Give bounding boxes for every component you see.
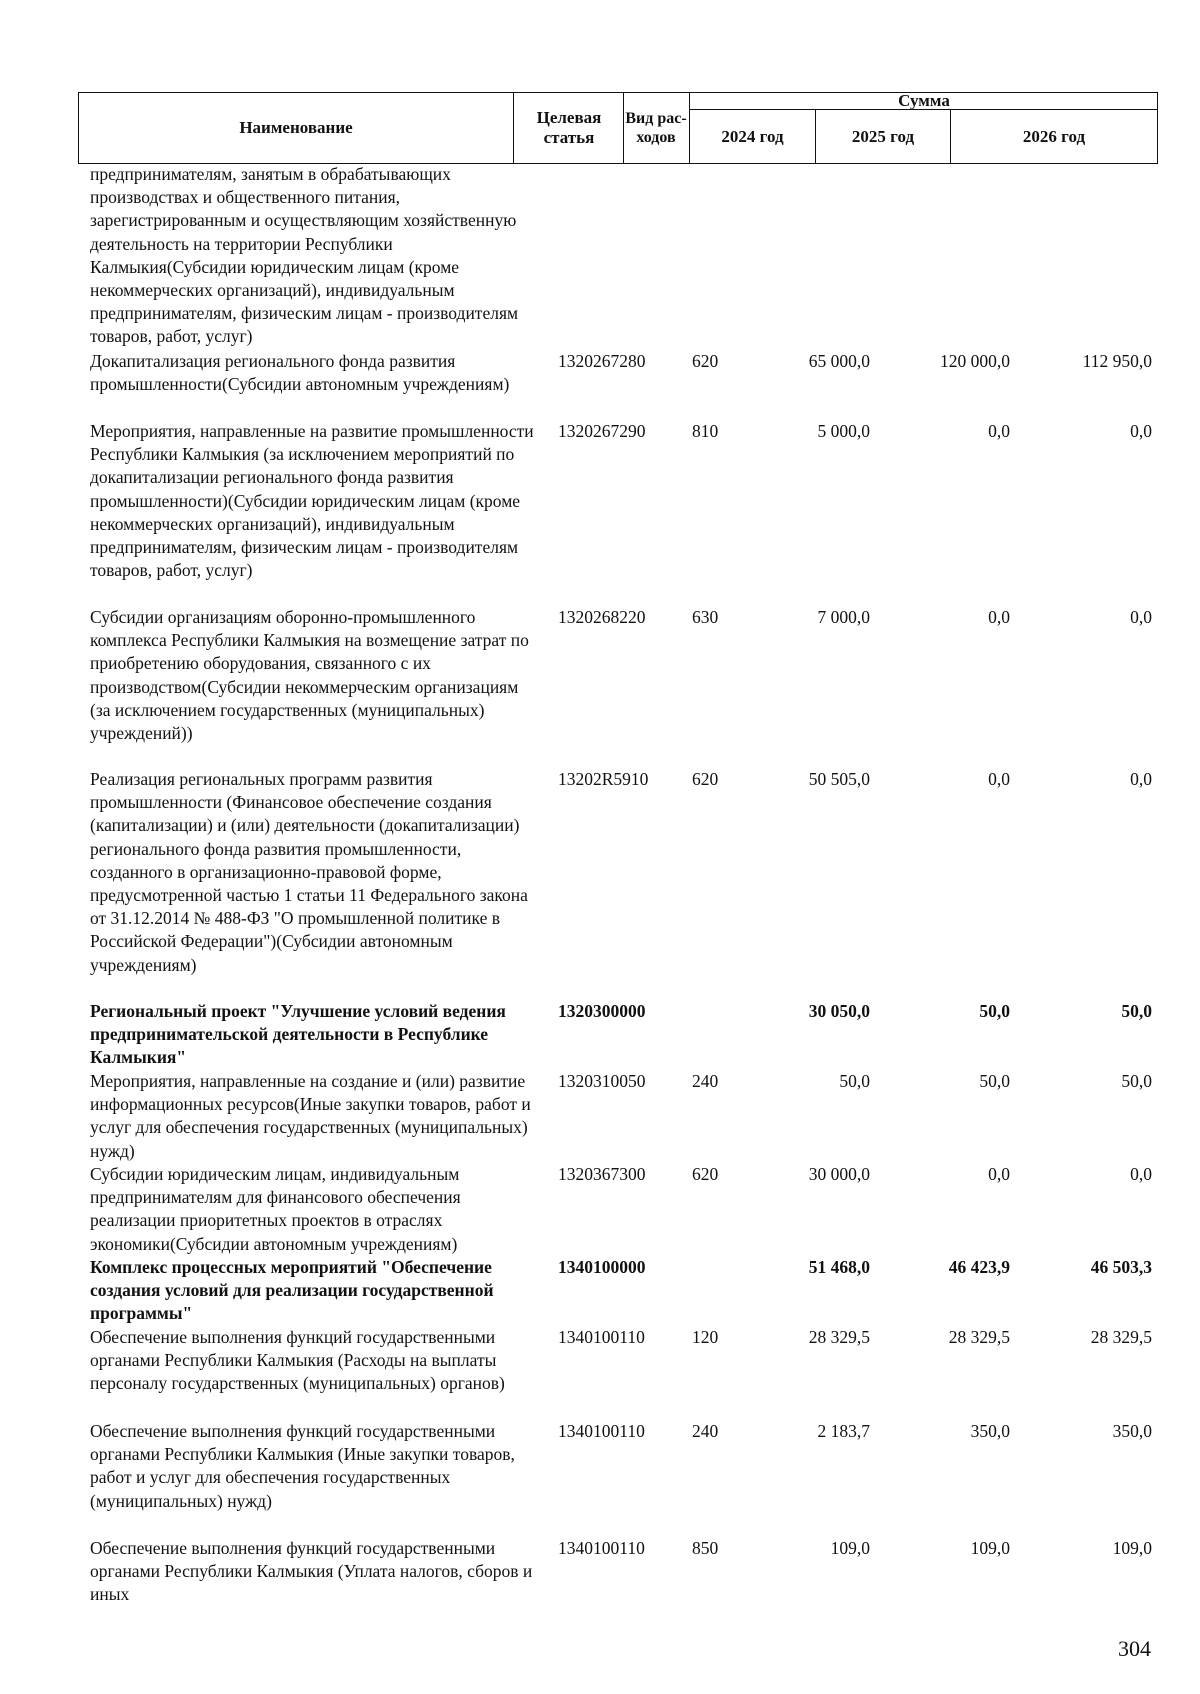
row-sum-2026: 109,0 xyxy=(1112,1538,1152,1558)
header-summa: Сумма xyxy=(898,91,950,110)
row-sum-2026: 0,0 xyxy=(1130,607,1152,627)
row-sum-2025: 50,0 xyxy=(979,1001,1010,1021)
row-code: 1320367300 xyxy=(558,1164,646,1184)
row-code: 1320267290 xyxy=(558,421,646,441)
row-sum-2026: 46 503,3 xyxy=(1090,1257,1152,1277)
header-divider xyxy=(623,93,624,163)
row-code: 1340100110 xyxy=(558,1421,645,1441)
row-sum-2025: 120 000,0 xyxy=(940,351,1010,371)
row-vid: 620 xyxy=(692,769,719,789)
header-year-2024: 2024 год xyxy=(721,126,784,146)
header-divider xyxy=(513,93,514,163)
row-sum-2026: 0,0 xyxy=(1130,421,1152,441)
row-sum-2026: 28 329,5 xyxy=(1090,1327,1152,1347)
row-sum-2025: 0,0 xyxy=(988,421,1010,441)
row-code: 1320310050 xyxy=(558,1071,646,1091)
row-code: 1320268220 xyxy=(558,607,646,627)
row-sum-2025: 109,0 xyxy=(970,1538,1010,1558)
row-sum-2026: 0,0 xyxy=(1130,769,1152,789)
row-name: Обеспечение выполнения функций государственными органами Республики Калмыкия (Иные закупки товаров, работ и услуг для обеспечения государственных (муниципальных) нужд) xyxy=(90,1421,515,1511)
row-vid: 630 xyxy=(692,607,719,627)
header-year-2025: 2025 год xyxy=(851,126,915,146)
page-number: 304 xyxy=(1118,1636,1151,1661)
row-sum-2026: 112 950,0 xyxy=(1082,351,1152,371)
row-name: Докапитализация регионального фонда развития промышленности(Субсидии автономным учреждениям) xyxy=(90,351,510,395)
row-sum-2024: 109,0 xyxy=(830,1538,870,1558)
row-sum-2025: 350,0 xyxy=(970,1421,1010,1441)
row-name: Реализация региональных программ развития промышленности (Финансовое обеспечение создания (капитализации) и (или) деятельности (докапитализации) регионального фонда развития промышленности, созданного в организационно-правовой форме, предусмотренной частью 1 статьи 11 Федерального закона от 31.12.2014 № 488-ФЗ "О промышленной политике в Российской Федерации")(Субсидии автономным учреждениям) xyxy=(90,769,528,975)
header-year-2026: 2026 год xyxy=(1022,126,1086,146)
row-vid: 120 xyxy=(692,1327,719,1347)
row-sum-2024: 50 505,0 xyxy=(808,769,870,789)
row-sum-2024: 51 468,0 xyxy=(808,1257,870,1277)
row-sum-2024: 30 050,0 xyxy=(808,1001,870,1021)
row-vid: 620 xyxy=(692,1164,719,1184)
row-sum-2025: 0,0 xyxy=(988,1164,1010,1184)
row-sum-2025: 28 329,5 xyxy=(948,1327,1010,1347)
row-sum-2025: 46 423,9 xyxy=(948,1257,1010,1277)
row-vid: 620 xyxy=(692,351,719,371)
row-code: 1340100000 xyxy=(558,1257,646,1277)
row-sum-2025: 50,0 xyxy=(979,1071,1010,1091)
row-sum-2024: 2 183,7 xyxy=(817,1421,870,1441)
row-code: 1340100110 xyxy=(558,1538,645,1558)
row-vid: 240 xyxy=(692,1071,719,1091)
row-sum-2024: 50,0 xyxy=(839,1071,870,1091)
row-code: 1320300000 xyxy=(558,1001,646,1021)
row-name: предпринимателям, занятым в обрабатывающих производствах и общественного питания, зарегистрированным и осуществляющим хозяйственную деятельность на территории Республики Калмыкия(Субсидии юридическим лицам (кроме некоммерческих организаций), индивидуальным предпринимателям, физическим лицам - производителям товаров, работ, услуг) xyxy=(90,164,519,347)
row-sum-2026: 350,0 xyxy=(1112,1421,1152,1441)
row-name: Комплекс процессных мероприятий "Обеспечение создания условий для реализации государственной программы" xyxy=(90,1257,494,1324)
header-vid: Вид рас-ходов xyxy=(625,110,687,146)
row-name: Обеспечение выполнения функций государственными органами Республики Калмыкия (Расходы на выплаты персоналу государственных (муниципальных) органов) xyxy=(90,1327,505,1394)
row-sum-2026: 0,0 xyxy=(1130,1164,1152,1184)
row-code: 1340100110 xyxy=(558,1327,645,1347)
row-vid: 240 xyxy=(692,1421,719,1441)
row-sum-2024: 30 000,0 xyxy=(808,1164,870,1184)
row-sum-2024: 7 000,0 xyxy=(817,607,870,627)
row-sum-2025: 0,0 xyxy=(988,607,1010,627)
row-sum-2024: 28 329,5 xyxy=(808,1327,870,1347)
row-sum-2024: 65 000,0 xyxy=(808,351,870,371)
row-sum-2024: 5 000,0 xyxy=(817,421,870,441)
row-name: Субсидии юридическим лицам, индивидуальным предпринимателям для финансового обеспечения реализации приоритетных проектов в отраслях экономики(Субсидии автономным учреждениям) xyxy=(90,1164,461,1254)
table-header xyxy=(78,92,1158,164)
row-code: 1320267280 xyxy=(558,351,646,371)
row-vid: 810 xyxy=(692,421,719,441)
header-name: Наименование xyxy=(239,118,353,137)
row-vid: 850 xyxy=(692,1538,719,1558)
row-name: Мероприятия, направленные на развитие промышленности Республики Калмыкия (за исключением мероприятий по докапитализации регионального фонда развития промышленности)(Субсидии юридическим лицам (кроме некоммерческих организаций), индивидуальным предпринимателям, физическим лицам - производителям товаров, работ, услуг) xyxy=(90,421,534,581)
row-name: Обеспечение выполнения функций государственными органами Республики Калмыкия (Уплата налогов, сборов и иных xyxy=(90,1538,533,1605)
row-sum-2026: 50,0 xyxy=(1121,1001,1152,1021)
header-code: Целевая статья xyxy=(536,108,602,147)
row-code: 13202R5910 xyxy=(558,769,649,789)
row-sum-2025: 0,0 xyxy=(988,769,1010,789)
row-name: Субсидии организациям оборонно-промышленного комплекса Республики Калмыкия на возмещение затрат по приобретению оборудования, связанного с их производством(Субсидии некоммерческим организациям (за исключением государственных (муниципальных) учреждений)) xyxy=(90,607,529,744)
row-name: Мероприятия, направленные на создание и (или) развитие информационных ресурсов(Иные закупки товаров, работ и услуг для обеспечения государственных (муниципальных) нужд) xyxy=(90,1071,531,1161)
row-name: Региональный проект "Улучшение условий ведения предпринимательской деятельности в Республике Калмыкия" xyxy=(90,1001,506,1068)
row-sum-2026: 50,0 xyxy=(1121,1071,1152,1091)
